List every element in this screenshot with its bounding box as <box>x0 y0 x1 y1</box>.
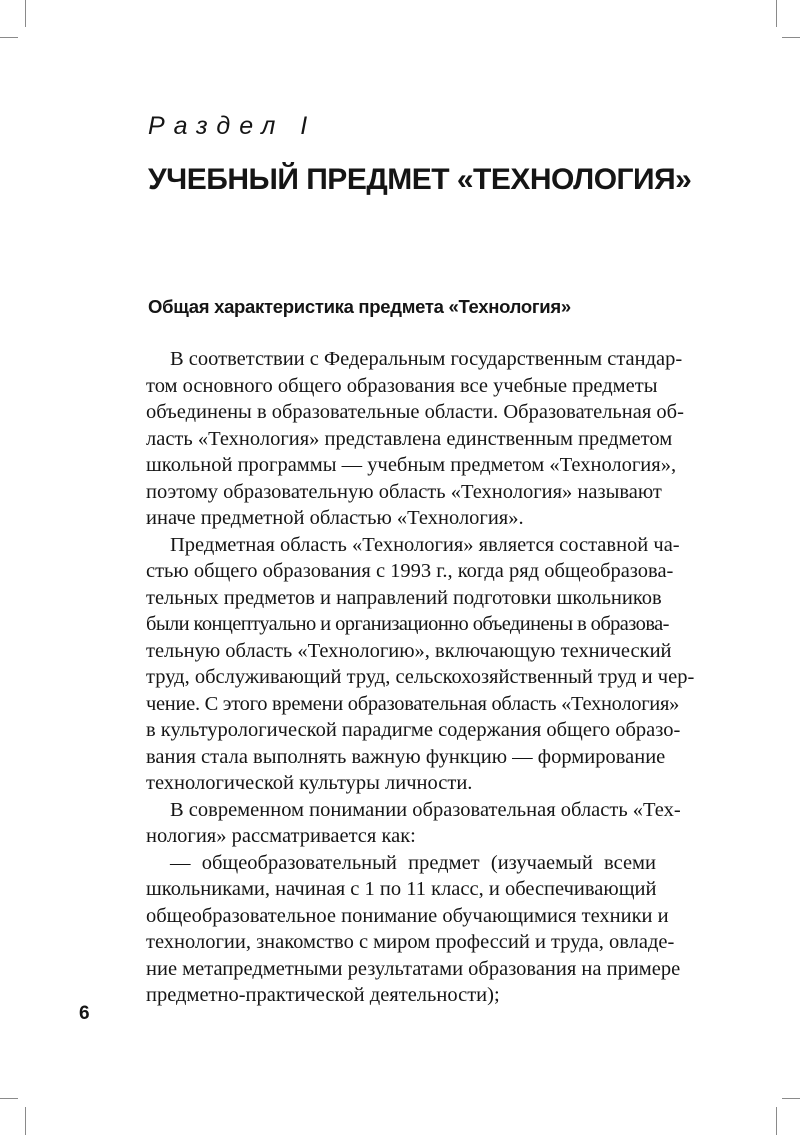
text-line: технологии, знакомство с миром профессий и труда, овладе- <box>146 931 675 953</box>
crop-mark <box>25 0 26 27</box>
text-line: стью общего образования с 1993 г., когда ряд общеобразова- <box>146 560 674 582</box>
crop-mark <box>776 1107 777 1135</box>
text-line: ласть «Технология» представлена единственным предметом <box>146 427 673 450</box>
text-line: том основного общего образования все учебные предметы <box>146 374 658 397</box>
text-line: — общеобразовательный предмет (изучаемый всеми <box>170 851 656 874</box>
text-line: школьной программы — учебным предметом «Технология», <box>146 454 677 476</box>
text-line: Предметная область «Технология» является составной ча- <box>170 533 680 556</box>
crop-mark <box>0 1098 18 1099</box>
text-line: В соответствии с Федеральным государственным стандар- <box>170 348 683 370</box>
text-line: в культурологической парадигме содержания общего образо- <box>146 719 681 741</box>
text-line: технологической культуры личности. <box>146 772 473 794</box>
text-line: тельных предметов и направлений подготовки школьников <box>146 586 662 609</box>
text-line: предметно-практической деятельности); <box>146 984 500 1006</box>
text-line: иначе предметной областью «Технология». <box>146 507 524 529</box>
chapter-title: УЧЕБНЫЙ ПРЕДМЕТ «ТЕХНОЛОГИЯ» <box>148 163 692 196</box>
text-line: школьниками, начиная с 1 по 11 класс, и обеспечивающий <box>146 878 657 900</box>
subsection-title: Общая характеристика предмета «Технология» <box>148 296 571 317</box>
crop-mark <box>782 1098 800 1099</box>
crop-mark <box>776 0 777 27</box>
text-line: тельную область «Технологию», включающую технический <box>146 639 672 662</box>
text-line: общеобразовательное понимание обучающимися техники и <box>146 904 669 927</box>
body-text <box>146 346 695 1009</box>
text-line: В современном понимании образовательная область «Тех- <box>170 798 681 821</box>
text-line: объединены в образовательные области. Образовательная об- <box>146 401 684 423</box>
crop-mark <box>0 37 18 38</box>
text-line: поэтому образовательную область «Технология» называют <box>146 480 662 503</box>
text-line: труд, обслуживающий труд, сельскохозяйственный труд и чер- <box>146 666 695 688</box>
text-line: ние метапредметными результатами образования на примере <box>146 957 681 980</box>
page-number: 6 <box>79 1003 90 1024</box>
text-line: были концептуально и организационно объединены в образова- <box>146 613 669 635</box>
crop-mark <box>25 1107 26 1135</box>
crop-mark <box>782 37 800 38</box>
text-line: чение. С этого времени образовательная область «Технология» <box>146 692 680 715</box>
section-label: Раздел I <box>148 112 317 140</box>
text-line: нология» рассматривается как: <box>146 825 416 847</box>
text-line: вания стала выполнять важную функцию — формирование <box>146 745 666 768</box>
